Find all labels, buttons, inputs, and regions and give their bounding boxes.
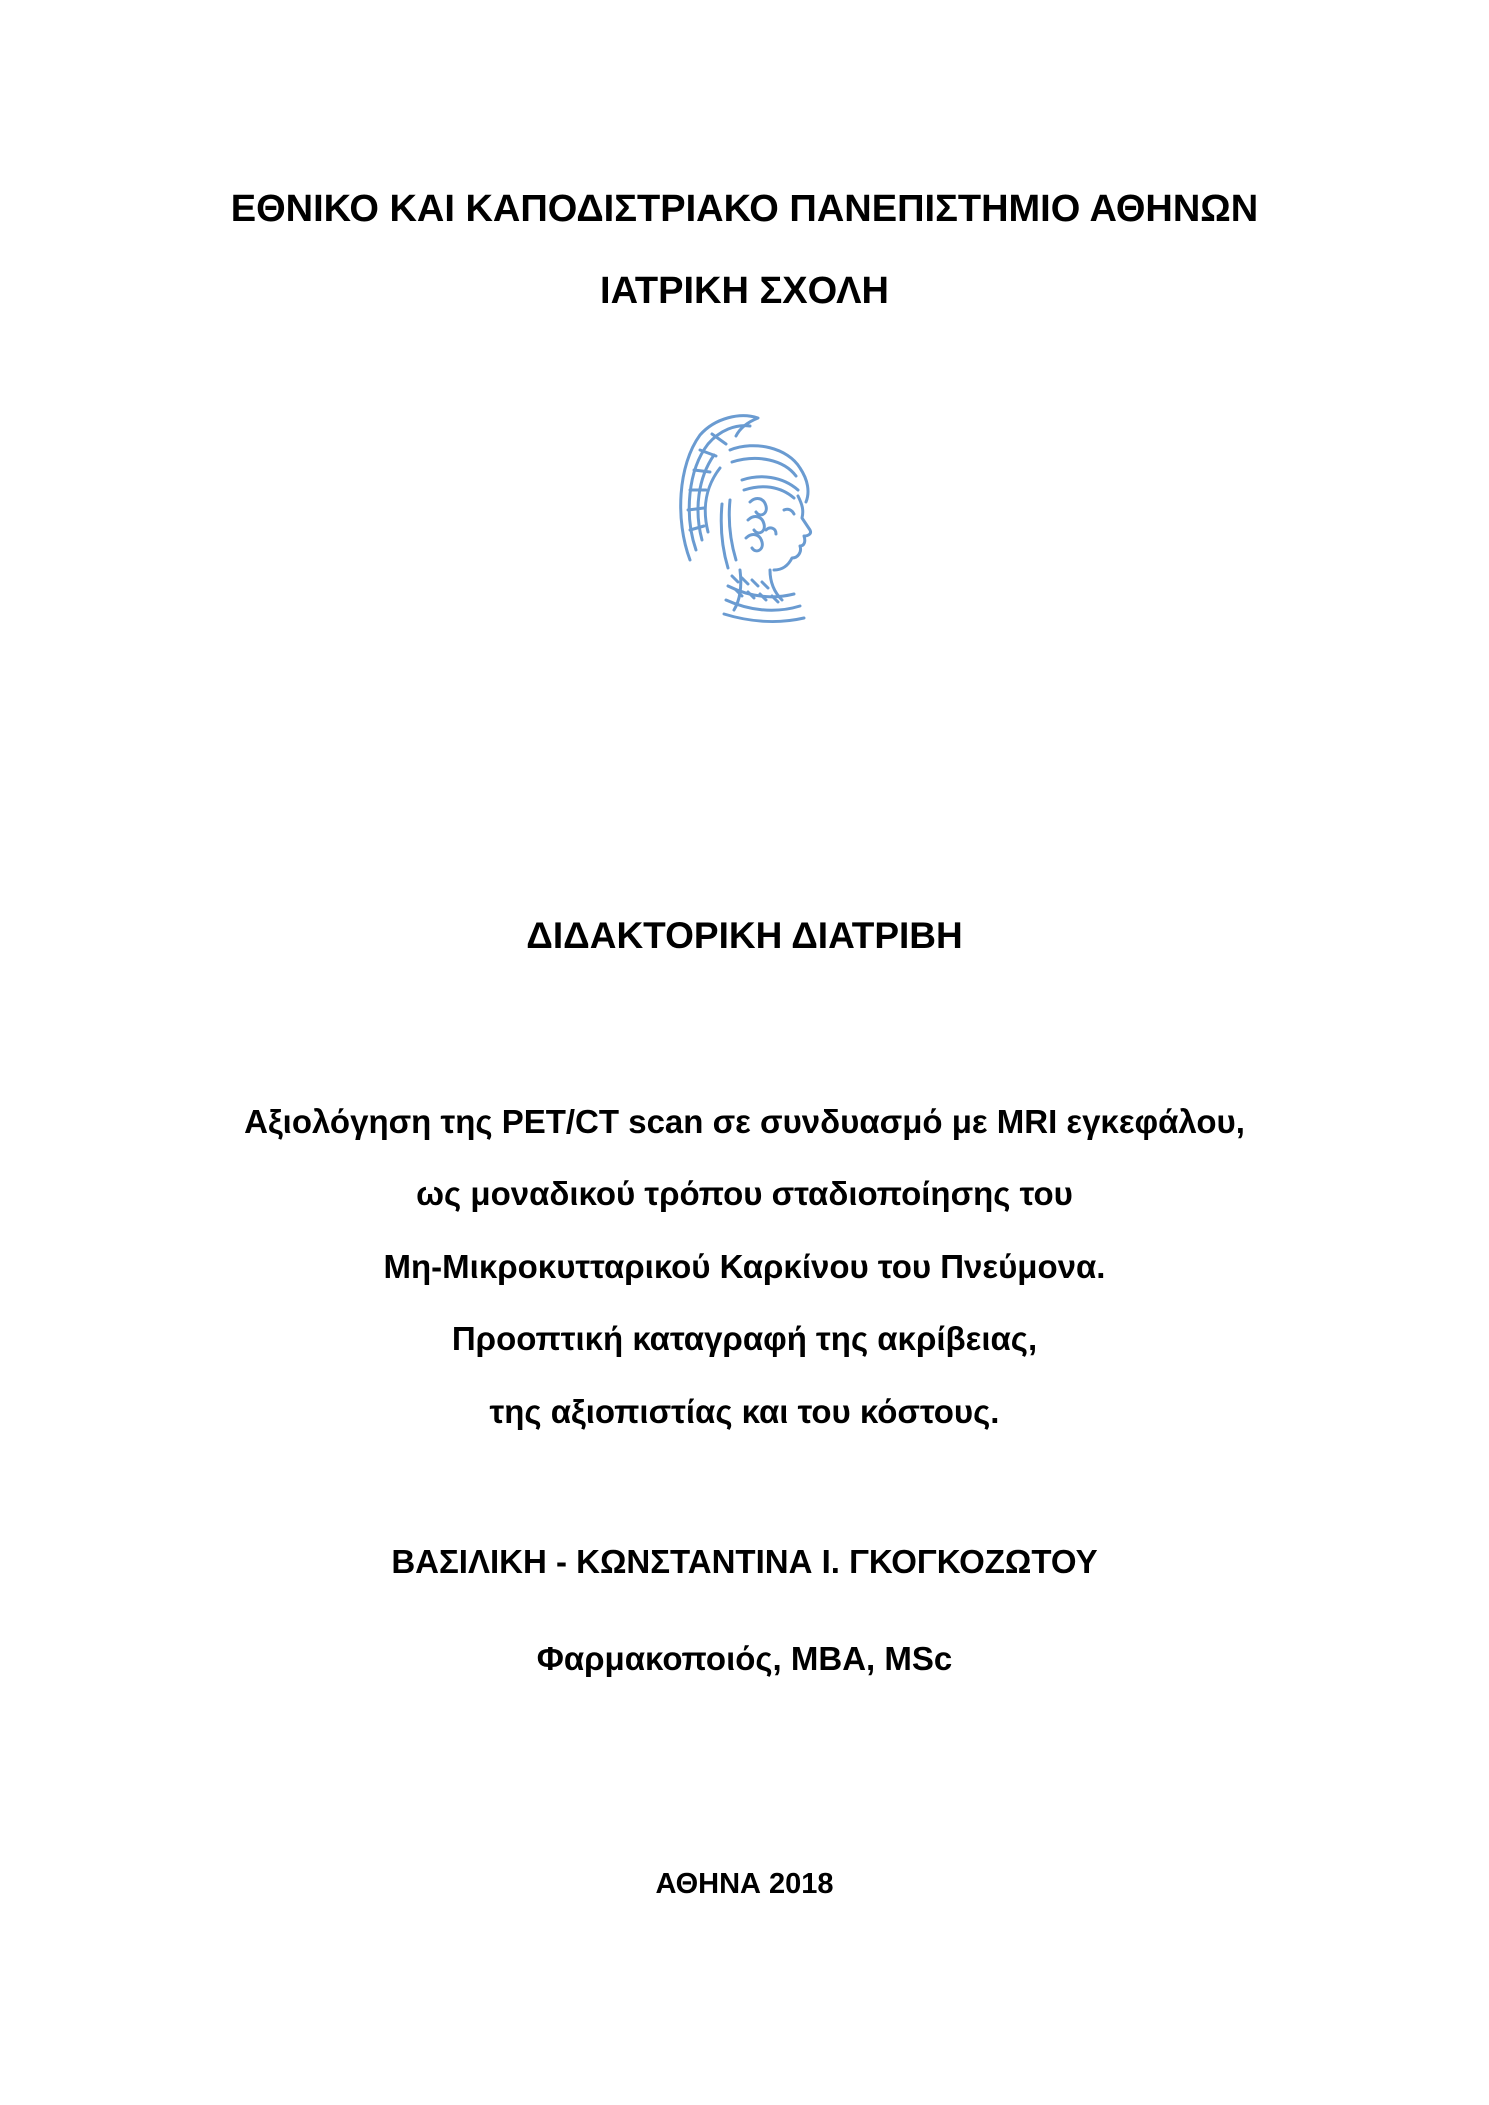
place-year: ΑΘΗΝΑ 2018 xyxy=(655,1868,834,1900)
document-type: ΔΙΔΑΚΤΟΡΙΚΗ ΔΙΑΤΡΙΒΗ xyxy=(526,915,963,956)
university-name: ΕΘΝΙΚΟ ΚΑΙ ΚΑΠΟΔΙΣΤΡΙΑΚΟ ΠΑΝΕΠΙΣΤΗΜΙΟ ΑΘΗΝΩΝ xyxy=(230,188,1259,230)
title-line: Μη-Μικροκυτταρικού Καρκίνου του Πνεύμονα. xyxy=(383,1248,1106,1285)
title-line: Αξιολόγηση της PET/CT scan σε συνδυασμό με MRI εγκεφάλου, xyxy=(244,1103,1245,1140)
school-name: ΙΑΤΡΙΚΗ ΣΧΟΛΗ xyxy=(600,270,889,312)
athena-head-emblem-icon xyxy=(670,410,815,625)
title-line: της αξιοπιστίας και του κόστους. xyxy=(489,1393,1000,1430)
author-credentials: Φαρμακοποιός, MBA, MSc xyxy=(536,1640,953,1677)
title-line: Προοπτική καταγραφή της ακρίβειας, xyxy=(451,1320,1038,1357)
title-line: ως μοναδικού τρόπου σταδιοποίησης του xyxy=(416,1175,1073,1212)
author-name: ΒΑΣΙΛΙΚΗ - ΚΩΝΣΤΑΝΤΙΝΑ Ι. ΓΚΟΓΚΟΖΩΤΟΥ xyxy=(391,1543,1098,1580)
